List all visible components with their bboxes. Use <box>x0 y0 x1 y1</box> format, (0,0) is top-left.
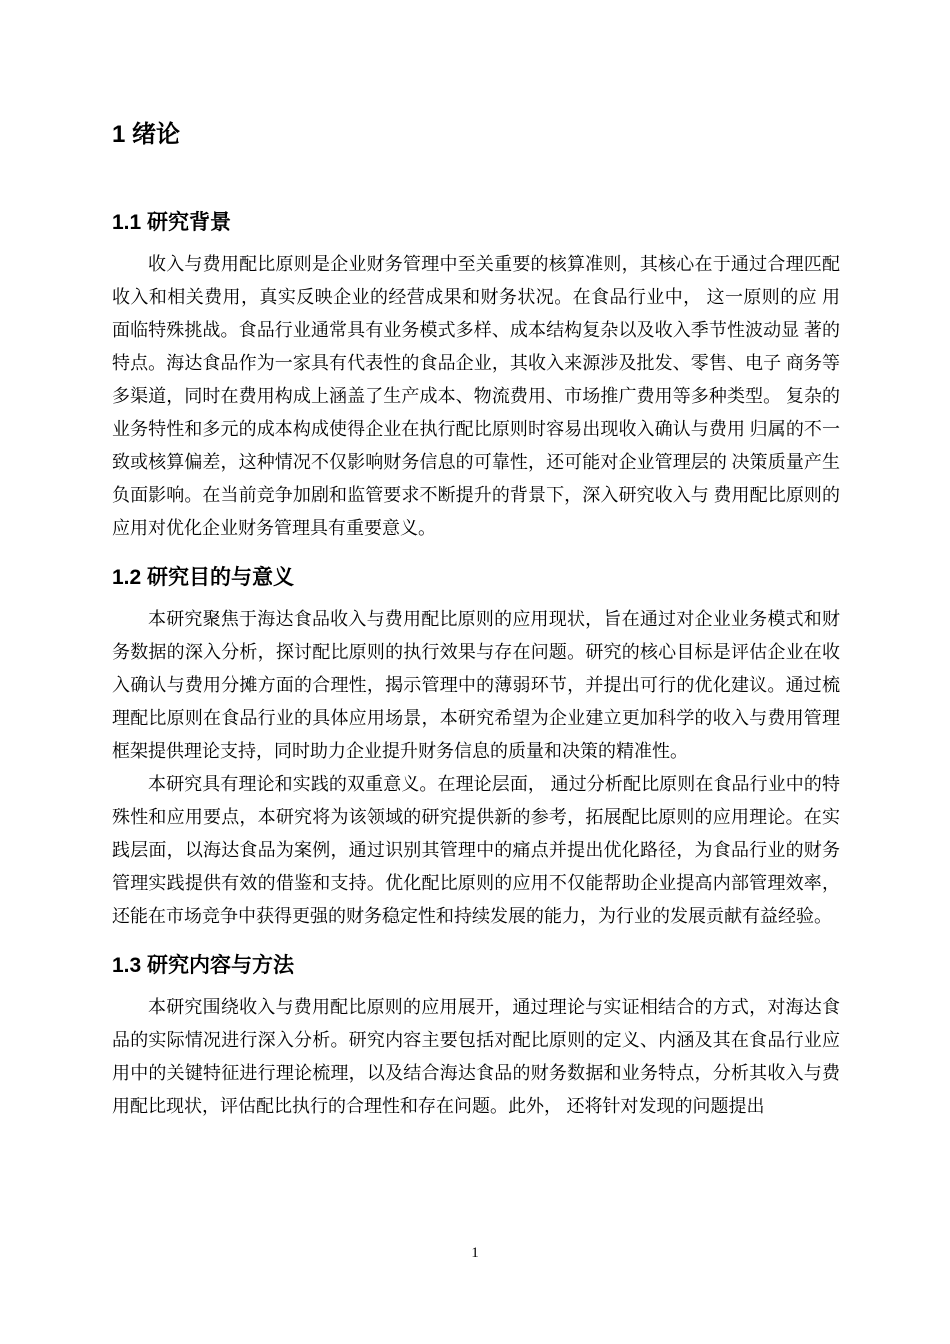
section-research-purpose <box>112 563 840 933</box>
paragraph-significance: 本研究具有理论和实践的双重意义。在理论层面， 通过分析配比原则在食品行业中的特殊性和应用要点，本研究将为该领域的研究提供新的参考，拓展配比原则的应用理论。在实践层面，以海达食品为案例，通过识别其管理中的痛点并提出优化路径，为食品行业的财务管理实践提供有效的借鉴和支持。优化配比原则的应用不仅能帮助企业提高内部管理效率，还能在市场竞争中获得更强的财务稳定性和持续发展的能力，为行业的发展贡献有益经验。 <box>112 774 840 926</box>
section-heading-1-3: 1.3 研究内容与方法 <box>112 954 295 977</box>
page-number: 1 <box>471 1245 479 1261</box>
section-research-background <box>112 208 840 545</box>
section-heading-1-1: 1.1 研究背景 <box>112 211 232 234</box>
paragraph-purpose: 本研究聚焦于海达食品收入与费用配比原则的应用现状，旨在通过对企业业务模式和财务数据的深入分析，探讨配比原则的执行效果与存在问题。研究的核心目标是评估企业在收入确认与费用分摊方面的合理性，揭示管理中的薄弱环节，并提出可行的优化建议。通过梳理配比原则在食品行业的具体应用场景，本研究希望为企业建立更加科学的收入与费用管理框架提供理论支持，同时助力企业提升财务信息的质量和决策的精准性。 <box>112 609 840 761</box>
paragraph-background: 收入与费用配比原则是企业财务管理中至关重要的核算准则，其核心在于通过合理匹配收入和相关费用，真实反映企业的经营成果和财务状况。在食品行业中， 这一原则的应 用面临特殊挑战。食品行业通常具有业务模式多样、成本结构复杂以及收入季节性波动显 著的特点。海达食品作为一家具有代表性的食品企业，其收入来源涉及批发、零售、电子 商务等多渠道，同时在费用构成上涵盖了生产成本、物流费用、市场推广费用等多种类型。 复杂的业务特性和多元的成本构成使得企业在执行配比原则时容易出现收入确认与费用 归属的不一致或核算偏差，这种情况不仅影响财务信息的可靠性，还可能对企业管理层的 决策质量产生负面影响。在当前竞争加剧和监管要求不断提升的背景下，深入研究收入与 费用配比原则的应用对优化企业财务管理具有重要意义。 <box>112 254 840 538</box>
section-heading-1-2: 1.2 研究目的与意义 <box>112 566 295 589</box>
paragraph-content-method: 本研究围绕收入与费用配比原则的应用展开，通过理论与实证相结合的方式，对海达食品的实际情况进行深入分析。研究内容主要包括对配比原则的定义、内涵及其在食品行业应用中的关键特征进行理论梳理，以及结合海达食品的财务数据和业务特点，分析其收入与费用配比现状，评估配比执行的合理性和存在问题。此外， 还将针对发现的问题提出 <box>112 997 840 1116</box>
chapter-title: 1 绪论 <box>112 121 181 148</box>
section-research-content <box>112 951 840 1123</box>
